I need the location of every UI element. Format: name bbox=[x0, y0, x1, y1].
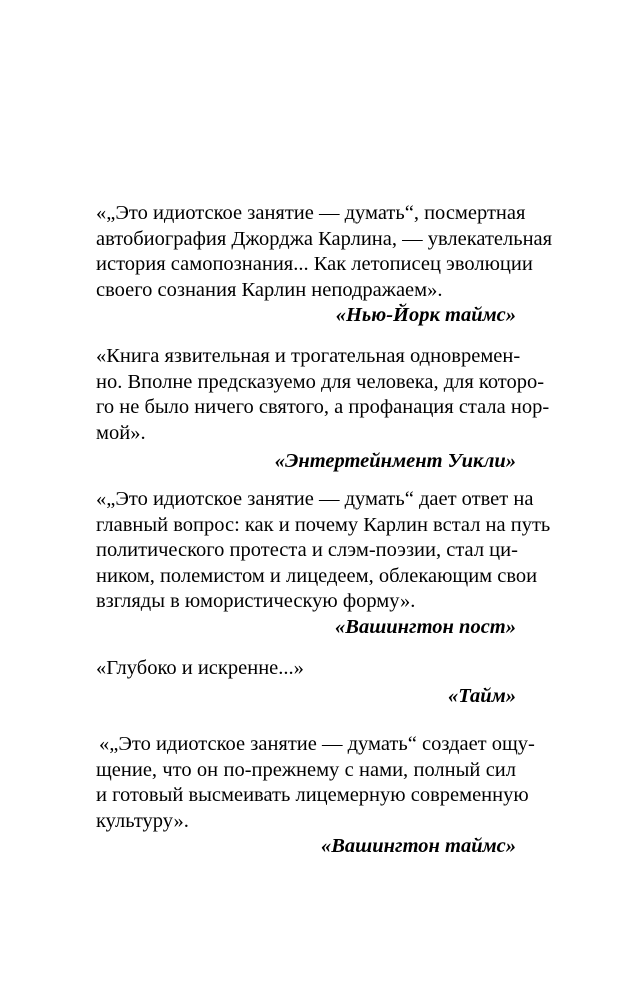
review-text-line: мой». bbox=[96, 421, 146, 444]
review-text-line: но. Вполне предсказуемо для человека, для которо- bbox=[96, 370, 545, 393]
review-washington-post bbox=[96, 487, 551, 640]
review-entertainment-weekly bbox=[96, 344, 550, 475]
review-text-line: «Глубоко и искренне...» bbox=[96, 657, 304, 679]
review-source: «Вашингтон пост» bbox=[335, 615, 516, 638]
review-text-line: го не было ничего святого, а профанация стала нор- bbox=[96, 396, 550, 418]
review-text-line: своего сознания Карлин неподражаем». bbox=[96, 278, 443, 301]
review-text-line: главный вопрос: как и почему Карлин встал на путь bbox=[96, 513, 551, 536]
review-text-line: щение, что он по-прежнему с нами, полный сил bbox=[96, 758, 516, 781]
review-text-line: автобиография Джорджа Карлина, — увлекательная bbox=[96, 227, 553, 250]
review-text-line: политического протеста и слэм-поэзии, стал ци- bbox=[96, 539, 518, 561]
review-time bbox=[96, 656, 516, 709]
review-washington-times bbox=[96, 732, 535, 860]
review-source: «Энтертейнмент Уикли» bbox=[274, 450, 516, 472]
review-source: «Тайм» bbox=[448, 684, 516, 707]
review-text-line: взгляды в юмористическую форму». bbox=[96, 590, 416, 612]
review-source: «Вашингтон таймс» bbox=[320, 835, 516, 857]
review-new-york-times bbox=[96, 201, 553, 329]
review-text-line: культуру». bbox=[96, 809, 189, 832]
review-source: «Нью-Йорк таймс» bbox=[335, 304, 516, 326]
review-text-line: история самопознания... Как летописец эволюции bbox=[96, 253, 533, 275]
review-text-line: ником, полемистом и лицедеем, облекающим свои bbox=[96, 564, 538, 587]
review-text-line: и готовый высмеивать лицемерную современную bbox=[96, 784, 529, 806]
review-text-line: «Книга язвительная и трогательная одновремен- bbox=[96, 345, 521, 367]
review-text-line: «„Это идиотское занятие — думать“ создает ощу- bbox=[99, 733, 535, 755]
review-text-line: «„Это идиотское занятие — думать“ дает ответ на bbox=[96, 488, 534, 510]
review-text-line: «„Это идиотское занятие — думать“, посмертная bbox=[96, 202, 526, 224]
